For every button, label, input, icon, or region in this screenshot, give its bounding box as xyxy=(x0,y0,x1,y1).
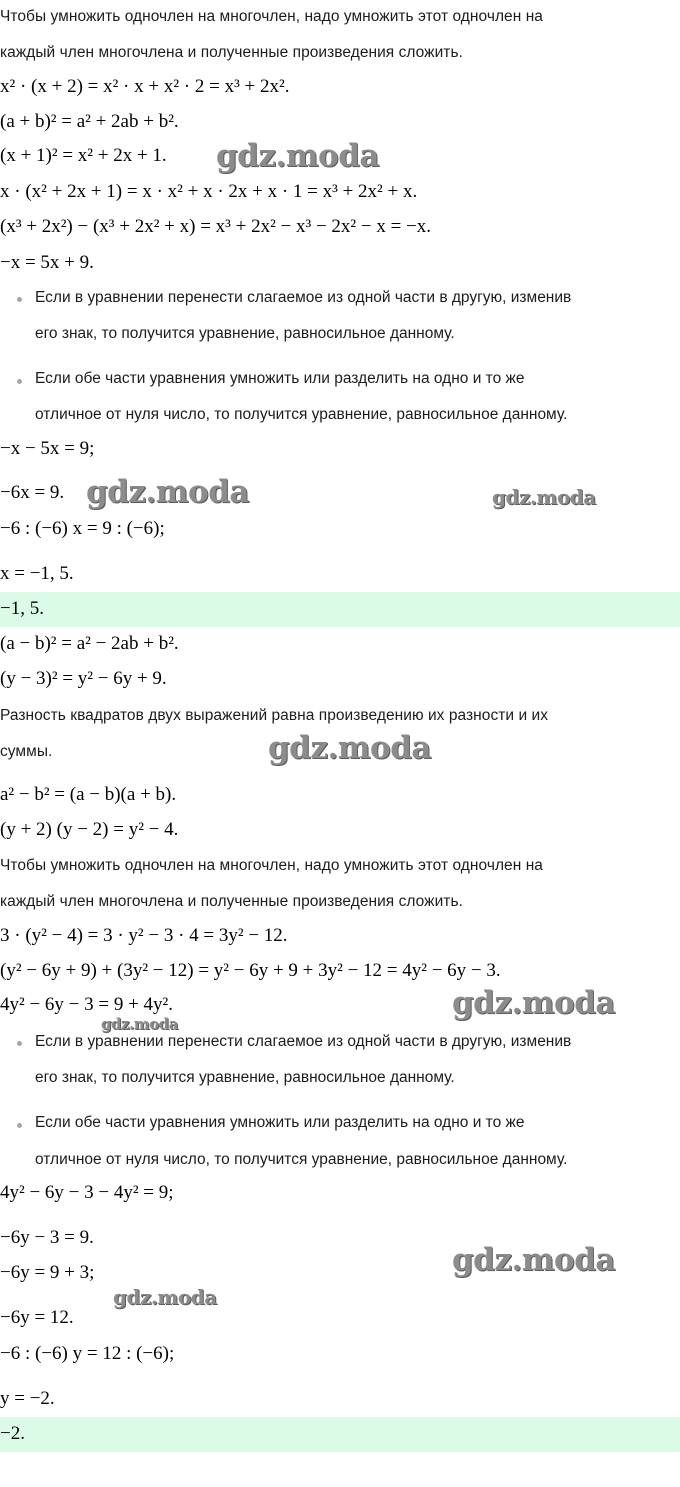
equation: −6y = 9 + 3; xyxy=(0,1262,95,1283)
equation: (y² − 6y + 9) + (3y² − 12) = y² − 6y + 9 + 3y² − 12 = 4y² − 6y − 3. xyxy=(0,960,501,981)
equation: −x − 5x = 9; xyxy=(0,438,95,459)
rule-text: Чтобы умножить одночлен на многочлен, надо умножить этот одночлен на xyxy=(0,8,543,25)
watermark-logo: gdz.moda xyxy=(492,485,596,509)
rule-text: Разность квадратов двух выражений равна произведению их разности и их xyxy=(0,707,549,724)
equation: −6x = 9. xyxy=(0,482,65,503)
rule-text: Чтобы умножить одночлен на многочлен, надо умножить этот одночлен на xyxy=(0,857,543,874)
watermark-logo: gdz.moda xyxy=(113,1285,217,1309)
watermark-logo: gdz.moda xyxy=(216,138,379,174)
bullet-text: Если в уравнении перенести слагаемое из одной части в другую, изменив xyxy=(35,1033,572,1050)
equation: (x + 1)² = x² + 2x + 1. xyxy=(0,145,167,166)
rule-text: каждый член многочлена и полученные произведения сложить. xyxy=(0,893,463,910)
equation: y = −2. xyxy=(0,1388,55,1409)
bullet-text: его знак, то получится уравнение, равносильное данному. xyxy=(35,325,455,342)
bullet-text: отличное от нуля число, то получится уравнение, равносильное данному. xyxy=(35,1151,568,1168)
equation: −6y = 12. xyxy=(0,1307,74,1328)
answer-box xyxy=(0,1417,680,1452)
bullet-text: отличное от нуля число, то получится уравнение, равносильное данному. xyxy=(35,406,568,423)
answer-box xyxy=(0,592,680,627)
equation: x = −1, 5. xyxy=(0,563,74,584)
bullet-dot xyxy=(17,1041,22,1046)
watermark-logo: gdz.moda xyxy=(86,474,249,510)
bullet-dot xyxy=(17,297,22,302)
equation: 4y² − 6y − 3 = 9 + 4y². xyxy=(0,994,174,1015)
bullet-text: Если обе части уравнения умножить или разделить на одно и то же xyxy=(35,1114,525,1131)
bullet-dot xyxy=(17,1123,22,1128)
equation: −6 : (−6) y = 12 : (−6); xyxy=(0,1343,175,1364)
equation: (x³ + 2x²) − (x³ + 2x² + x) = x³ + 2x² − x³ − 2x² − x = −x. xyxy=(0,216,431,237)
bullet-text: Если в уравнении перенести слагаемое из одной части в другую, изменив xyxy=(35,289,572,306)
answer-text: −1, 5. xyxy=(0,598,44,619)
watermark-logo: gdz.moda xyxy=(452,1242,615,1278)
watermark-logo: gdz.moda xyxy=(452,985,615,1021)
equation: −x = 5x + 9. xyxy=(0,252,94,273)
equation: (y + 2) (y − 2) = y² − 4. xyxy=(0,819,179,840)
bullet-dot xyxy=(17,379,22,384)
rule-text: суммы. xyxy=(0,743,53,760)
equation: (a − b)² = a² − 2ab + b². xyxy=(0,633,179,654)
rule-text: каждый член многочлена и полученные произведения сложить. xyxy=(0,44,463,61)
watermark-logo: gdz.moda xyxy=(268,730,431,766)
equation: 4y² − 6y − 3 − 4y² = 9; xyxy=(0,1182,174,1203)
watermark-logo: gdz.moda xyxy=(101,1015,178,1033)
equation: x · (x² + 2x + 1) = x · x² + x · 2x + x · 1 = x³ + 2x² + x. xyxy=(0,181,418,202)
equation: −6y − 3 = 9. xyxy=(0,1227,94,1248)
equation: (a + b)² = a² + 2ab + b². xyxy=(0,111,179,132)
bullet-text: его знак, то получится уравнение, равносильное данному. xyxy=(35,1069,455,1086)
bullet-text: Если обе части уравнения умножить или разделить на одно и то же xyxy=(35,370,525,387)
equation: 3 · (y² − 4) = 3 · y² − 3 · 4 = 3y² − 12. xyxy=(0,925,288,946)
answer-text: −2. xyxy=(0,1423,25,1444)
equation: x² · (x + 2) = x² · x + x² · 2 = x³ + 2x². xyxy=(0,76,290,97)
equation: (y − 3)² = y² − 6y + 9. xyxy=(0,668,167,689)
equation: a² − b² = (a − b)(a + b). xyxy=(0,784,177,805)
equation: −6 : (−6) x = 9 : (−6); xyxy=(0,518,165,539)
